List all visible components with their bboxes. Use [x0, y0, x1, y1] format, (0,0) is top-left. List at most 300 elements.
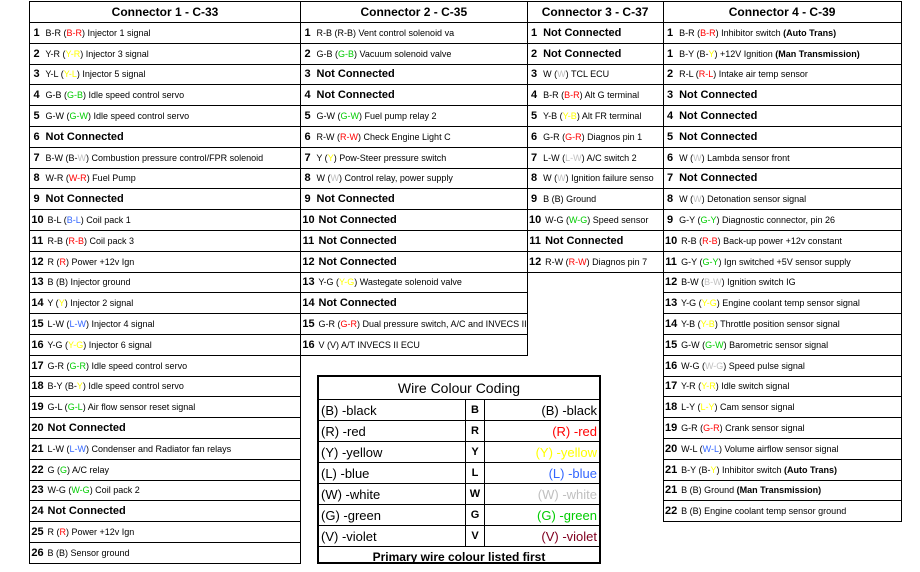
pin-description-part: G-R (	[543, 131, 566, 142]
pin-cell	[527, 147, 663, 168]
pin-description-part: G-W	[705, 339, 724, 350]
not-connected-label: Not Connected	[318, 297, 397, 310]
pin-description-part: W-L	[702, 443, 719, 454]
pin-cell	[30, 438, 301, 459]
pin-description-part: B (B) Ground	[543, 194, 597, 205]
legend-row	[319, 526, 599, 547]
pin-description-part: Y-B	[700, 319, 715, 330]
connector-4-header: Connector 4 - C-39	[663, 2, 901, 23]
pin-description-part: ) Check Engine Light C	[358, 131, 451, 142]
pin-description-part: B-Y (B-	[681, 464, 711, 475]
pin-description-part: (Man Transmission)	[775, 48, 860, 59]
pin-description-part: W-G	[568, 215, 588, 226]
pin-number: 8	[33, 172, 40, 185]
table-row	[30, 85, 902, 106]
pin-description-part: ) Pow-Steer pressure switch	[333, 152, 447, 163]
table-row	[30, 106, 902, 127]
pin-cell	[30, 397, 301, 418]
empty-cell	[663, 542, 901, 563]
pin-description-part: B (B) Injector ground	[47, 277, 131, 288]
table-row	[30, 189, 902, 210]
pin-description-part: ) Cam sensor signal	[714, 402, 795, 413]
pin-cell	[301, 147, 528, 168]
pin-description-part: G-R	[69, 360, 87, 371]
pin-description-part: ) Speed pulse signal	[723, 360, 805, 371]
pin-description-part: Y-B (	[542, 111, 563, 122]
pin-description-part: G-Y (	[681, 256, 703, 267]
pin-cell	[30, 459, 301, 480]
pin-description-part: G-B (	[45, 90, 68, 101]
pin-description-part: Y-R (	[45, 48, 66, 59]
pin-description-part: ) Fuel pump relay 2	[359, 111, 437, 122]
pin-description-part: ) Air flow sensor reset signal	[82, 402, 196, 413]
pin-cell	[301, 272, 528, 293]
pin-number: 20	[31, 422, 44, 435]
pin-description-part: ) Idle speed control servo	[86, 360, 188, 371]
pin-description-part: G-R	[340, 319, 358, 330]
legend-colour-sample: (R) -red	[485, 421, 600, 442]
pin-description-part: ) Lambda sensor front	[701, 152, 790, 163]
legend-colour-sample: (B) -black	[485, 400, 600, 421]
pin-description-part: W (	[316, 173, 331, 184]
legend-row	[319, 484, 599, 505]
pin-description-part: Y-R	[65, 48, 81, 59]
pin-cell	[527, 251, 663, 272]
pin-description-part: B-Y (B-	[47, 381, 77, 392]
pin-description-part: R-L (	[679, 69, 699, 80]
pin-number: 7	[531, 151, 538, 164]
connector-3-header: Connector 3 - C-37	[527, 2, 663, 23]
pin-description-part: V (V) A/T INVECS II ECU	[318, 339, 420, 350]
pin-cell	[301, 189, 528, 210]
pin-cell	[301, 64, 528, 85]
pin-cell	[527, 64, 663, 85]
pin-description-part: ) Speed sensor	[587, 215, 649, 226]
table-row	[30, 126, 902, 147]
pin-description-part: R	[59, 527, 67, 538]
pin-description-part: ) Idle speed control servo	[83, 90, 185, 101]
pin-cell	[30, 355, 301, 376]
pin-cell	[663, 397, 901, 418]
pin-cell	[301, 210, 528, 231]
not-connected-label: Not Connected	[679, 89, 758, 102]
pin-description-part: Y-G (	[680, 298, 702, 309]
legend-colour-name: (Y) -yellow	[319, 442, 466, 463]
pin-cell	[30, 126, 301, 147]
pin-number: 3	[667, 89, 674, 102]
pin-description-part: G-Y (	[679, 215, 701, 226]
pin-number: 10	[302, 214, 315, 227]
pin-description-part: B (B) Sensor ground	[47, 547, 130, 558]
pin-number: 4	[667, 110, 674, 123]
pin-number: 15	[664, 338, 678, 351]
pin-description-part: R-W	[568, 256, 587, 267]
not-connected-label: Not Connected	[316, 89, 395, 102]
pin-description-part: ) Diagnos pin 7	[586, 256, 648, 267]
pin-number: 9	[667, 214, 674, 227]
table-row	[30, 293, 902, 314]
pin-number: 6	[531, 130, 538, 143]
pin-description-part: Y	[327, 152, 334, 163]
pin-cell	[663, 43, 901, 64]
pin-cell	[301, 230, 528, 251]
pin-description-part: G-B	[67, 90, 84, 101]
pin-number: 1	[667, 47, 674, 60]
connector-2-header: Connector 2 - C-35	[301, 2, 528, 23]
pin-number: 2	[667, 68, 674, 81]
pin-description-part: L-Y (	[681, 402, 701, 413]
table-row	[30, 64, 902, 85]
table-row	[30, 251, 902, 272]
legend-colour-name: (R) -red	[319, 421, 466, 442]
pin-description-part: ) Fuel Pump	[86, 173, 136, 184]
pin-description-part: W-G (	[545, 215, 569, 226]
pin-description-part: W-R	[68, 173, 87, 184]
pin-description-part: B-L	[66, 215, 81, 226]
pin-description-part: L-W	[565, 152, 582, 163]
pin-description-part: B-R	[700, 27, 716, 38]
legend-colour-name: (W) -white	[319, 484, 466, 505]
pin-cell	[663, 314, 901, 335]
table-row	[30, 230, 902, 251]
pin-description-part: (Man Transmission)	[736, 485, 822, 496]
empty-cell	[527, 293, 663, 314]
pin-description-part: G-B (	[316, 48, 339, 59]
pin-description-part: B-W	[704, 277, 722, 288]
pin-description-part: R-W	[340, 131, 359, 142]
pin-cell	[663, 210, 901, 231]
pin-description-part: B-L (	[47, 215, 67, 226]
pin-description-part: G-Y	[700, 215, 717, 226]
pin-number: 20	[664, 442, 678, 455]
pin-number: 6	[667, 151, 674, 164]
pin-description-part: G-R (	[47, 360, 70, 371]
pin-number: 1	[304, 26, 311, 39]
table-row	[30, 210, 902, 231]
pin-description-part: B-Y (B-	[679, 48, 709, 59]
legend-colour-name: (G) -green	[319, 505, 466, 526]
pin-description-part: ) Power +12v Ign	[66, 527, 135, 538]
pin-number: 26	[31, 546, 44, 559]
pin-description-part: G-W (	[45, 111, 70, 122]
pin-description-part: W	[693, 194, 702, 205]
pin-description-part: G-L (	[47, 402, 68, 413]
pin-description-part: (Auto Trans)	[783, 27, 837, 38]
pin-description-part: ) Power +12v Ign	[66, 256, 135, 267]
pin-number: 14	[664, 318, 678, 331]
pin-cell	[527, 189, 663, 210]
pin-description-part: W	[77, 152, 87, 163]
not-connected-label: Not Connected	[543, 26, 622, 39]
pin-cell	[663, 189, 901, 210]
table-row	[30, 43, 902, 64]
pin-cell	[663, 438, 901, 459]
pin-number: 21	[664, 463, 678, 476]
pin-cell	[30, 501, 301, 522]
pin-number: 12	[302, 255, 315, 268]
pin-description-part: G-R	[703, 423, 720, 434]
pin-cell	[663, 230, 901, 251]
empty-cell	[663, 522, 901, 543]
legend-colour-sample: (G) -green	[485, 505, 600, 526]
pin-number: 7	[667, 172, 674, 185]
not-connected-label: Not Connected	[318, 255, 397, 268]
not-connected-label: Not Connected	[679, 130, 758, 143]
not-connected-label: Not Connected	[45, 130, 124, 143]
pin-description-part: Y (	[316, 152, 328, 163]
pin-cell	[30, 168, 301, 189]
pin-description-part: Y (	[47, 298, 59, 309]
pin-description-part: G-Y	[702, 256, 719, 267]
pin-number: 22	[31, 463, 44, 476]
pin-description-part: Y	[76, 381, 83, 392]
pin-description-part: Y-R (	[680, 381, 702, 392]
legend-colour-sample: (Y) -yellow	[485, 442, 600, 463]
legend-colour-code: Y	[466, 442, 485, 463]
pin-cell	[663, 147, 901, 168]
pin-number: 19	[664, 422, 678, 435]
pin-cell	[663, 85, 901, 106]
pin-number: 16	[302, 338, 315, 351]
pin-number: 8	[667, 193, 674, 206]
pin-cell	[301, 23, 528, 44]
pin-number: 6	[304, 130, 311, 143]
pin-description-part: R-B (	[47, 235, 69, 246]
pin-description-part: G (	[47, 464, 61, 475]
pin-cell	[663, 64, 901, 85]
pin-cell	[663, 251, 901, 272]
not-connected-label: Not Connected	[316, 68, 395, 81]
pin-cell	[527, 230, 663, 251]
pin-description-part: Y	[710, 464, 717, 475]
pin-cell	[30, 376, 301, 397]
pin-number: 1	[667, 26, 674, 39]
pin-description-part: ) Injector 1 signal	[82, 27, 151, 38]
legend-colour-name: (B) -black	[319, 400, 466, 421]
pin-cell	[30, 106, 301, 127]
pin-cell	[301, 43, 528, 64]
pin-description-part: R (	[47, 256, 60, 267]
pin-description-part: ) Coil pack 2	[89, 485, 140, 496]
legend-colour-sample: (V) -violet	[485, 526, 600, 547]
pin-description-part: ) Inhibitor switch	[715, 27, 784, 38]
pin-number: 9	[531, 193, 538, 206]
pin-cell	[663, 334, 901, 355]
table-row	[30, 23, 902, 44]
legend-row	[319, 505, 599, 526]
table-row	[30, 355, 902, 376]
pin-cell	[527, 168, 663, 189]
pin-cell	[301, 85, 528, 106]
pin-cell	[30, 85, 301, 106]
pin-number: 16	[664, 359, 678, 372]
pin-description-part: B (B) Engine coolant temp sensor ground	[681, 506, 847, 517]
pin-description-part: L-W (	[47, 319, 70, 330]
pin-description-part: ) Alt G terminal	[579, 90, 640, 101]
empty-cell	[301, 355, 528, 376]
pin-cell	[30, 189, 301, 210]
pin-cell	[663, 168, 901, 189]
pin-cell	[30, 64, 301, 85]
pin-cell	[527, 85, 663, 106]
pin-number: 10	[528, 214, 542, 227]
pin-description-part: L-W	[69, 443, 87, 454]
pin-number: 21	[664, 484, 678, 497]
pin-description-part: Y-G	[68, 339, 84, 350]
pin-number: 23	[31, 484, 44, 497]
pin-cell	[30, 418, 301, 439]
pin-description-part: ) Alt FR terminal	[576, 111, 642, 122]
not-connected-label: Not Connected	[45, 193, 124, 206]
pin-number: 5	[33, 110, 40, 123]
pin-description-part: L-W	[69, 319, 87, 330]
not-connected-label: Not Connected	[47, 505, 126, 518]
legend-colour-code: V	[466, 526, 485, 547]
legend-row	[319, 421, 599, 442]
pin-number: 2	[531, 47, 538, 60]
pin-number: 12	[528, 255, 542, 268]
pin-description-part: R	[59, 256, 67, 267]
pin-cell	[30, 522, 301, 543]
pin-cell	[30, 23, 301, 44]
pin-number: 11	[302, 234, 315, 247]
pin-number: 9	[33, 193, 40, 206]
empty-cell	[527, 272, 663, 293]
pin-description-part: ) +12V Ignition	[714, 48, 776, 59]
pin-description-part: G-W (	[316, 111, 341, 122]
pin-description-part: B (B) Ground	[681, 485, 737, 496]
pin-description-part: ) Ign switched +5V sensor supply	[718, 256, 851, 267]
pin-description-part: ) Inhibitor switch	[716, 464, 784, 475]
pin-number: 5	[304, 110, 311, 123]
pin-cell	[30, 230, 301, 251]
pin-cell	[301, 106, 528, 127]
pin-cell	[301, 168, 528, 189]
pin-cell	[301, 293, 528, 314]
pin-description-part: ) Intake air temp sensor	[713, 69, 808, 80]
pin-description-part: R-B (	[681, 235, 703, 246]
pin-cell	[30, 480, 301, 501]
pin-cell	[301, 334, 528, 355]
empty-cell	[527, 334, 663, 355]
pin-description-part: W-G	[71, 485, 90, 496]
pin-number: 1	[33, 26, 40, 39]
table-row	[30, 147, 902, 168]
pin-cell	[30, 251, 301, 272]
pin-description-part: ) Injector 4 signal	[86, 319, 155, 330]
pin-description-part: ) Dual pressure switch, A/C and INVECS II	[357, 319, 527, 330]
pin-description-part: ) Injector 2 signal	[64, 298, 134, 309]
pin-number: 15	[31, 318, 44, 331]
pin-description-part: Y-G (	[47, 339, 69, 350]
pin-description-part: ) Idle speed control servo	[82, 381, 184, 392]
pin-description-part: B-W (B-	[45, 152, 78, 163]
pin-number: 11	[31, 234, 44, 247]
pin-description-part: B-R (	[45, 27, 67, 38]
pin-cell	[663, 293, 901, 314]
not-connected-label: Not Connected	[679, 110, 758, 123]
pin-number: 2	[33, 47, 40, 60]
pin-number: 4	[33, 89, 40, 102]
pin-description-part: ) Idle switch signal	[715, 381, 790, 392]
not-connected-label: Not Connected	[318, 234, 397, 247]
pin-cell	[527, 43, 663, 64]
pin-cell	[301, 251, 528, 272]
pin-description-part: ) TCL ECU	[565, 69, 610, 80]
connector-1-header: Connector 1 - C-33	[30, 2, 301, 23]
pin-number: 21	[31, 442, 44, 455]
pin-description-part: ) Diagnostic connector, pin 26	[716, 215, 836, 226]
pin-number: 6	[33, 130, 40, 143]
header-row	[30, 2, 902, 23]
pin-cell	[527, 126, 663, 147]
pin-cell	[663, 376, 901, 397]
pin-description-part: ) Engine coolant temp sensor signal	[716, 298, 860, 309]
pin-number: 13	[31, 276, 44, 289]
pin-description-part: W-G (	[681, 360, 705, 371]
pin-description-part: R-W (	[316, 131, 341, 142]
pin-number: 8	[531, 172, 538, 185]
legend-colour-code: B	[466, 400, 485, 421]
pin-description-part: G-R (	[681, 423, 704, 434]
pin-number: 19	[31, 401, 44, 414]
pin-cell	[30, 314, 301, 335]
legend-row	[319, 463, 599, 484]
pin-number: 13	[302, 276, 315, 289]
pin-description-part: ) Ignition failure senso	[565, 173, 654, 184]
pin-description-part: ) Barometric sensor signal	[723, 339, 829, 350]
pin-description-part: ) Back-up power +12v constant	[717, 235, 842, 246]
pin-description-part: G-W	[340, 111, 360, 122]
pin-number: 15	[302, 318, 315, 331]
pin-description-part: Y-G	[339, 277, 355, 288]
pin-description-part: ) Injector 3 signal	[80, 48, 149, 59]
pin-description-part: R-B	[68, 235, 85, 246]
pin-description-part: (Auto Trans)	[784, 464, 837, 475]
pin-description-part: Y-G	[701, 298, 717, 309]
pin-description-part: G-W (	[681, 339, 706, 350]
pin-cell	[663, 106, 901, 127]
pin-description-part: G-L	[67, 402, 83, 413]
pin-number: 18	[664, 401, 678, 414]
pin-number: 10	[31, 214, 44, 227]
pin-description-part: W-G (	[47, 485, 72, 496]
pin-number: 17	[31, 359, 44, 372]
pin-number: 25	[31, 526, 44, 539]
pin-number: 14	[302, 297, 315, 310]
pin-description-part: ) Coil pack 3	[84, 235, 135, 246]
not-connected-label: Not Connected	[47, 422, 126, 435]
pin-description-part: G	[60, 464, 68, 475]
pin-description-part: W-R (	[45, 173, 69, 184]
pin-number: 3	[531, 68, 538, 81]
pin-cell	[527, 210, 663, 231]
pin-description-part: W (	[543, 173, 558, 184]
pin-description-part: ) A/C relay	[67, 464, 110, 475]
pin-number: 11	[529, 234, 541, 247]
pin-description-part: G-R (	[318, 319, 341, 330]
pin-number: 9	[304, 193, 311, 206]
pin-description-part: ) Condenser and Radiator fan relays	[86, 443, 232, 454]
pin-cell	[527, 23, 663, 44]
pin-description-part: W (	[543, 69, 558, 80]
pin-number: 7	[33, 151, 40, 164]
pin-description-part: Y	[58, 298, 65, 309]
legend-colour-code: W	[466, 484, 485, 505]
legend-colour-code: L	[466, 463, 485, 484]
pin-number: 8	[304, 172, 311, 185]
pin-description-part: R-W (	[545, 256, 569, 267]
